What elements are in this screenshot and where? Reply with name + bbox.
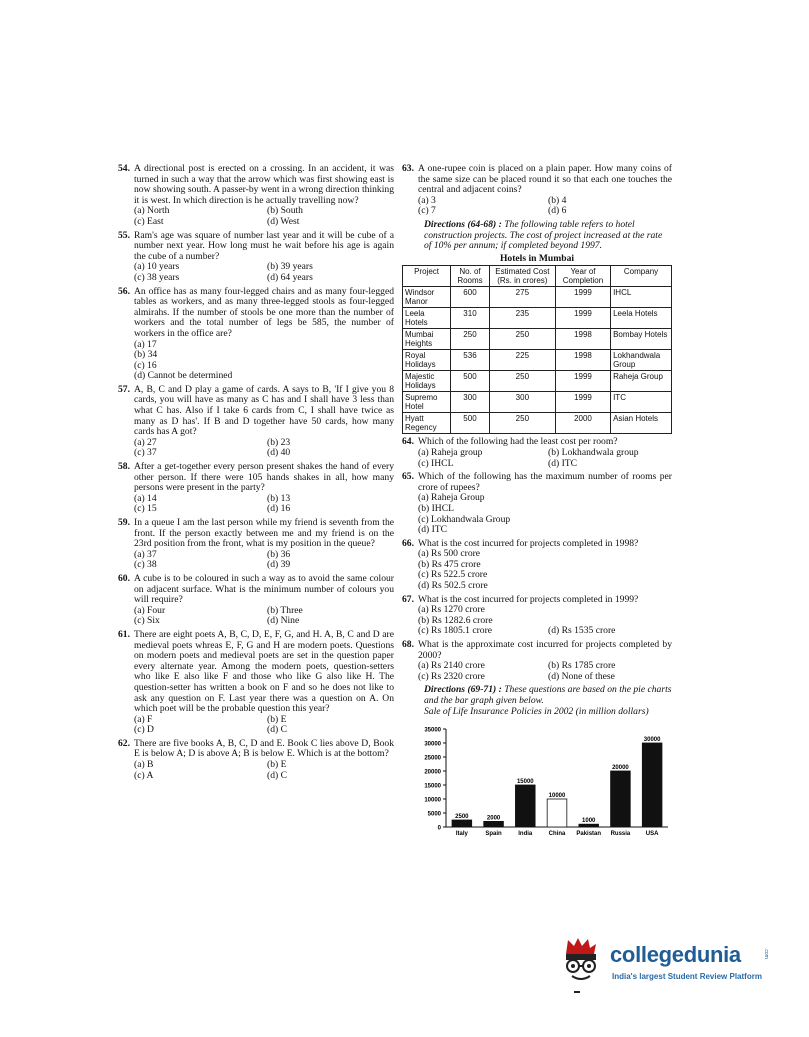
question-number: 54. (118, 163, 130, 174)
option: (a) 10 years (134, 261, 180, 273)
option: (d) ITC (418, 524, 448, 536)
question-65 (402, 472, 672, 536)
x-tick-label: India (518, 831, 533, 838)
option: (c) D (134, 724, 154, 736)
option: (b) 4 (548, 194, 567, 206)
table-cell: 536 (451, 350, 490, 371)
question-68 (402, 640, 672, 682)
option: (a) Raheja Group (418, 492, 485, 504)
table-cell: 500 (451, 371, 490, 392)
question-text: After a get-together every person present shakes the hand of every other person. If there were 105 hands shakes in all, how many persons were present in the party? (134, 461, 394, 494)
left-column (118, 164, 394, 784)
option: (c) 15 (134, 503, 157, 515)
table-cell: 600 (451, 287, 490, 308)
x-tick-label: Spain (485, 831, 502, 838)
question-57 (118, 385, 394, 459)
y-tick-label: 5000 (427, 811, 441, 818)
option: (b) 13 (267, 492, 291, 504)
option: (d) ITC (548, 457, 578, 469)
bar-value-label: 20000 (612, 765, 629, 772)
question-number: 66. (402, 537, 414, 549)
table-cell: 1999 (555, 287, 610, 308)
question-number: 62. (118, 737, 130, 749)
question-67 (402, 595, 672, 637)
question-54 (118, 164, 394, 228)
option: (a) Raheja group (418, 446, 483, 458)
table-cell: Lokhandwala Group (611, 350, 672, 371)
question-55 (118, 231, 394, 284)
x-tick-label: Italy (455, 831, 468, 838)
table-cell: Supremo Hotel (403, 392, 451, 413)
option: (a) 37 (134, 548, 157, 560)
table-cell: Bombay Hotels (611, 329, 672, 350)
option: (c) 38 (134, 559, 157, 571)
option: (d) Rs 502.5 crore (418, 580, 488, 592)
bar-spain (484, 822, 504, 828)
bar-usa (642, 743, 662, 827)
option: (b) E (267, 713, 287, 725)
question-text: A one-rupee coin is placed on a plain paper. How many coins of the same size can be placed round it so that each one touches the central and adjacent coins? (418, 163, 672, 196)
table-cell: Majestic Holidays (403, 371, 451, 392)
y-tick-label: 15000 (424, 783, 441, 790)
table-cell: 1998 (555, 350, 610, 371)
directions-64-68: Directions (64-68) : The following table refers to hotel construction projects. The cost of project increased at the rate of 10% per annum; if completed beyond 1997. (424, 218, 663, 252)
bar-italy (452, 820, 472, 827)
option: (d) None of these (548, 670, 615, 682)
option: (a) Rs 500 crore (418, 548, 481, 560)
table-cell: 250 (451, 329, 490, 350)
table-cell: ITC (611, 392, 672, 413)
option: (a) Rs 1270 crore (418, 604, 485, 616)
question-62 (118, 739, 394, 781)
question-number: 67. (402, 593, 414, 605)
table-cell: Royal Holidays (403, 350, 451, 371)
question-text: There are five books A, B, C, D and E. Book C lies above D, Book E is below A; D is above A; B is below E. Which is at the bottom? (134, 737, 394, 760)
question-number: 65. (402, 471, 414, 483)
table-header-cell: Estimated Cost (Rs. in crores) (489, 266, 555, 287)
option: (c) 7 (418, 205, 436, 217)
table-cell: Mumbai Heights (403, 329, 451, 350)
table-cell: 1999 (555, 308, 610, 329)
option: (b) 34 (134, 349, 158, 361)
y-tick-label: 30000 (424, 741, 441, 748)
option: (c) 37 (134, 447, 157, 459)
question-text: What is the cost incurred for projects completed in 1999? (418, 593, 639, 605)
question-number: 57. (118, 383, 130, 395)
table-row (403, 413, 672, 434)
table-title: Hotels in Mumbai (499, 252, 575, 264)
table-cell: 250 (489, 413, 555, 434)
question-60 (118, 574, 394, 627)
question-56 (118, 287, 394, 382)
table-cell: 250 (489, 371, 555, 392)
question-64 (402, 437, 672, 469)
table-header-cell: Company (611, 266, 672, 287)
table-row (403, 287, 672, 308)
table-cell: 250 (489, 329, 555, 350)
y-tick-label: 25000 (424, 755, 441, 762)
bar-chart (416, 723, 676, 841)
x-tick-label: Russia (610, 831, 631, 838)
option: (d) Nine (267, 615, 300, 627)
option: (c) Rs 522.5 crore (418, 569, 488, 581)
table-row (403, 308, 672, 329)
question-number: 60. (118, 572, 130, 584)
hotels-table (402, 265, 672, 434)
question-text: A directional post is erected on a crossing. In an accident, it was turned in such a way that the arrow which was first showing east is now showing south. A passer-by went in a wrong direction thinking it is west. In which direction is he actually travelling now? (134, 163, 394, 206)
question-text: An office has as many four-legged chairs and as many four-legged tables as workers, and as many three-legged stools as four-legged almirahs. If the number of stools be one more than the number of workers and the total number of legs be 585, the number of workers in the office are? (134, 285, 394, 339)
table-cell: IHCL (611, 287, 672, 308)
y-tick-label: 10000 (424, 797, 441, 804)
option: (d) 39 (267, 559, 291, 571)
option: (c) Rs 1805.1 crore (418, 625, 493, 637)
option: (c) Lokhandwala Group (418, 513, 511, 525)
bar-russia (611, 771, 631, 827)
option: (d) C (267, 769, 287, 781)
option: (c) 38 years (134, 271, 180, 283)
option: (c) East (134, 215, 164, 227)
table-header-cell: Year of Completion (555, 266, 610, 287)
option: (a) Rs 2140 crore (418, 660, 485, 672)
option: (d) C (267, 724, 287, 736)
question-61 (118, 630, 394, 736)
option: (b) Rs 1282.6 crore (418, 614, 493, 626)
option: (d) 64 years (267, 271, 313, 283)
question-number: 58. (118, 461, 130, 473)
option: (a) North (134, 205, 170, 217)
question-number: 68. (402, 639, 414, 651)
table-cell: 1999 (555, 392, 610, 413)
bar-value-label: 2000 (486, 815, 501, 822)
question-number: 55. (118, 229, 130, 241)
table-cell: 225 (489, 350, 555, 371)
bar-value-label: 30000 (643, 737, 661, 744)
option: (b) 39 years (267, 261, 313, 273)
chart-subtitle: Sale of Life Insurance Policies in 2002 (in million dollars) (424, 705, 649, 717)
bar-china (547, 799, 567, 827)
table-cell: Asian Hotels (611, 413, 672, 434)
table-row (403, 392, 672, 413)
table-cell: 1998 (555, 329, 610, 350)
question-58 (118, 462, 394, 515)
option: (b) 36 (267, 548, 291, 560)
question-59 (118, 518, 394, 571)
question-text: There are eight poets A, B, C, D, E, F, G, and H. A, B, C and D are medieval poets whreas E, F, G and H are modern poets. Questions on modern poets and medieval poets are set in the question paper every alternate year. Among the modern poets, question-setters who like E also like F and those who like G also like H. The question-setter has written a book on F and so he does not like to ask any question on F. Last year there was a question on A. On which poet will be the probable question this year? (134, 628, 394, 715)
option: (d) 40 (267, 447, 291, 459)
option: (a) 3 (418, 194, 436, 206)
table-cell: Raheja Group (611, 371, 672, 392)
question-text: Which of the following has the maximum number of rooms per crore of rupees? (418, 471, 672, 493)
option: (a) F (134, 713, 153, 725)
option: (c) 16 (134, 359, 157, 371)
question-text: A cube is to be coloured in such a way as to avoid the same colour on adjacent surface. What is the minimum number of colours you will require? (134, 572, 394, 606)
question-text: Which of the following had the least cost per room? (418, 436, 618, 448)
collegedunia-logo (558, 936, 778, 996)
option: (c) A (134, 769, 154, 781)
option: (a) 17 (134, 338, 157, 350)
question-text: Ram's age was square of number last year and it will be cube of a number next year. How long must he wait before his age is again the cube of a number? (134, 229, 394, 262)
table-cell: 300 (451, 392, 490, 413)
logo-suffix: .com (763, 948, 769, 959)
logo-wordmark: collegedunia (610, 942, 741, 967)
option: (d) 6 (548, 205, 567, 217)
option: (b) Rs 1785 crore (548, 660, 616, 672)
option: (b) E (267, 759, 287, 771)
table-cell: 275 (489, 287, 555, 308)
option: (a) 27 (134, 436, 157, 448)
option: (d) Rs 1535 crore (548, 625, 616, 637)
option: (d) 16 (267, 503, 291, 515)
table-header-cell: Project (403, 266, 451, 287)
option: (a) Four (134, 604, 166, 616)
bar-value-label: 1000 (582, 818, 596, 825)
option: (c) Six (134, 615, 160, 627)
option: (b) Three (267, 604, 303, 616)
question-number: 64. (402, 436, 414, 448)
bar-value-label: 15000 (516, 779, 534, 786)
table-cell: 310 (451, 308, 490, 329)
table-cell: Hyatt Regency (403, 413, 451, 434)
table-cell: Windsor Manor (403, 287, 451, 308)
bar-india (515, 785, 535, 827)
option: (d) West (267, 215, 300, 227)
x-tick-label: USA (645, 831, 659, 838)
question-text: A, B, C and D play a game of cards. A says to B, 'If I give you 8 cards, you will have as many as C has and I shall have 3 less than what C has. Also if I take 6 cards from C, I shall have twice as many as D has'. If B and D together have 50 cards, how many cards has A got? (134, 383, 394, 438)
x-tick-label: Pakistan (576, 831, 602, 838)
y-tick-label: 35000 (424, 727, 441, 734)
table-row (403, 329, 672, 350)
bar-value-label: 2500 (455, 814, 469, 821)
table-cell: Leela Hotels (611, 308, 672, 329)
option: (b) Lokhandwala group (548, 446, 639, 458)
option: (c) Rs 2320 crore (418, 670, 485, 682)
y-tick-label: 0 (437, 825, 441, 832)
question-number: 56. (118, 285, 130, 297)
x-tick-label: China (548, 831, 566, 838)
question-63 (402, 164, 672, 217)
table-cell: 300 (489, 392, 555, 413)
table-cell: 235 (489, 308, 555, 329)
table-cell: 1999 (555, 371, 610, 392)
question-number: 59. (118, 517, 130, 528)
option: (a) 14 (134, 492, 157, 504)
option: (b) Rs 475 crore (418, 558, 481, 570)
question-text: What is the cost incurred for projects completed in 1998? (418, 537, 639, 549)
table-row (403, 350, 672, 371)
directions-69-71: Directions (69-71) : These questions are based on the pie charts and the bar graph given below. Sale of Life Insurance Policies in 2002 (in million dollars) (424, 684, 672, 717)
table-cell: 2000 (555, 413, 610, 434)
option: (b) South (267, 205, 303, 217)
question-number: 63. (402, 163, 414, 174)
bar-pakistan (579, 824, 599, 827)
question-text: What is the approximate cost incurred for projects completed by 2000? (418, 639, 672, 661)
table-row (403, 371, 672, 392)
bar-value-label: 10000 (548, 793, 566, 800)
option: (c) IHCL (418, 457, 454, 469)
table-header-cell: No. of Rooms (451, 266, 490, 287)
table-cell: 500 (451, 413, 490, 434)
option: (a) B (134, 759, 154, 771)
question-text: In a queue I am the last person while my friend is seventh from the front. If the person exactly between me and my friend is on the 23rd position from the front, what is my position in the queue? (134, 517, 394, 550)
option: (b) IHCL (418, 502, 454, 514)
right-column (402, 164, 672, 845)
option: (b) 23 (267, 436, 291, 448)
logo-tagline: India's largest Student Review Platform (612, 972, 762, 981)
question-66 (402, 539, 672, 592)
option: (d) Cannot be determined (134, 370, 233, 382)
question-number: 61. (118, 628, 130, 640)
table-cell: Leela Hotels (403, 308, 451, 329)
y-tick-label: 20000 (424, 769, 441, 776)
